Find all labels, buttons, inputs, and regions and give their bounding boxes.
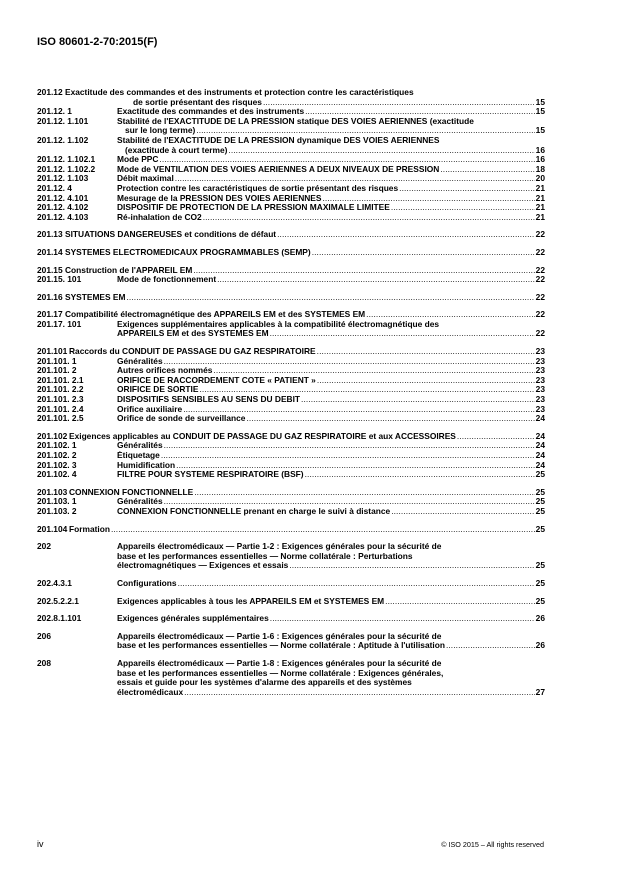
toc-entry-page: 24 <box>535 441 545 451</box>
toc-entry-page: 21 <box>535 193 545 203</box>
dot-leader <box>301 395 535 405</box>
dot-leader <box>196 126 534 136</box>
dot-leader <box>366 310 535 320</box>
toc-entry-title: Stabilité de l'EXACTITUDE DE LA PRESSION dynamique DES VOIES AERIENNES <box>117 135 440 145</box>
toc-entry-title: Exactitude des commandes et des instruments et protection contre les caractéristiques <box>65 88 414 97</box>
toc-spacer <box>37 624 545 632</box>
toc-entry[interactable] <box>37 194 545 204</box>
toc-entry-number: 202 <box>37 541 51 552</box>
toc-entry[interactable] <box>37 470 545 480</box>
toc-entry-number: 201.12. 4.101 <box>37 192 89 203</box>
toc-entry-number: 201.12. 1.101 <box>37 115 89 126</box>
toc-entry[interactable] <box>37 405 545 415</box>
toc-entry-title: Ré-inhalation de CO2 <box>117 212 202 222</box>
dot-leader <box>175 174 535 184</box>
toc-entry-title: Généralités <box>117 441 163 451</box>
toc-entry[interactable] <box>37 293 545 303</box>
toc-entry-number: 201.101. 2.3 <box>37 394 84 405</box>
toc-entry[interactable] <box>37 366 545 376</box>
toc-entry-page: 23 <box>535 356 545 366</box>
toc-entry[interactable] <box>37 432 545 442</box>
toc-entry[interactable] <box>37 441 545 451</box>
toc-entry-title: Exigences supplémentaires applicables à la compatibilité électromagnétique des <box>117 319 440 329</box>
toc-entry-title: DISPOSITIFS SENSIBLES AU SENS DU DEBIT <box>117 395 301 405</box>
toc-entry-number: 201.103. 2 <box>37 505 77 516</box>
toc-entry-number: 201.101. 1 <box>37 355 77 366</box>
toc-entry-title: Généralités <box>117 356 163 366</box>
toc-entry-page: 25 <box>535 487 545 497</box>
toc-entry-title: Appareils électromédicaux — Partie 1-2 : Exigences générales pour la sécurité de <box>117 542 442 552</box>
toc-entry[interactable] <box>37 357 545 367</box>
toc-entry-title: ORIFICE DE RACCORDEMENT COTE « PATIENT » <box>117 375 316 385</box>
toc-spacer <box>37 222 545 230</box>
dot-leader <box>289 561 534 571</box>
toc-entry[interactable] <box>37 203 545 213</box>
toc-entry-page: 16 <box>535 145 545 155</box>
toc-entry-title: Mode PPC <box>117 155 159 165</box>
dot-leader <box>270 329 535 339</box>
toc-entry-number: 201.101. 2.1 <box>37 374 84 385</box>
toc-entry-title: Autres orifices nommés <box>117 366 213 376</box>
toc-entry-number: 201.101. 2.2 <box>37 384 84 395</box>
page-number: iv <box>37 839 44 849</box>
toc-entry-number: 202.5.2.2.1 <box>37 595 79 606</box>
toc-entry-page: 21 <box>535 212 545 222</box>
dot-leader <box>263 98 535 108</box>
dot-leader <box>228 146 534 156</box>
toc-entry[interactable] <box>37 659 545 697</box>
toc-entry[interactable] <box>37 155 545 165</box>
toc-entry-page: 25 <box>535 497 545 507</box>
toc-entry-number: 201.16 <box>37 291 63 302</box>
dot-leader <box>446 641 535 651</box>
toc-entry[interactable] <box>37 497 545 507</box>
toc-spacer <box>37 258 545 266</box>
dot-leader <box>213 366 534 376</box>
toc-entry-title: ORIFICE DE SORTIE <box>117 385 199 395</box>
toc-entry-number: 206 <box>37 630 51 641</box>
dot-leader <box>457 432 535 442</box>
toc-entry-title: Exigences applicables à tous les APPAREILS EM et SYSTEMES EM <box>117 596 385 606</box>
dot-leader <box>203 213 535 223</box>
toc-entry-number: 201.101. 2.4 <box>37 403 84 414</box>
toc-entry-page: 22 <box>535 292 545 302</box>
toc-entry-title: Mesurage de la PRESSION DES VOIES AERIENNES <box>117 193 322 203</box>
toc-entry-page: 24 <box>535 451 545 460</box>
toc-entry-number: 201.17. 101 <box>37 318 82 329</box>
toc-entry-title: Appareils électromédicaux — Partie 1-8 : Exigences générales pour la sécurité de <box>117 658 442 668</box>
toc-entry[interactable] <box>37 542 545 571</box>
toc-entry-page: 16 <box>535 155 545 165</box>
toc-entry-title: FILTRE POUR SYSTEME RESPIRATOIRE (BSF) <box>117 470 304 480</box>
toc-entry-page: 23 <box>535 385 545 395</box>
toc-entry-title: Compatibilité électromagnétique des APPAREILS EM et des SYSTEMES EM <box>65 310 366 320</box>
toc-entry-title: Orifice auxiliaire <box>117 404 183 414</box>
toc-entry-number: 201.15. 101 <box>37 274 82 285</box>
toc-entry-number: 201.12. 4 <box>37 182 72 193</box>
dot-leader <box>159 155 534 165</box>
dot-leader <box>270 614 535 624</box>
toc-spacer <box>37 302 545 310</box>
toc-entry[interactable] <box>37 347 545 357</box>
toc-entry-title: électromagnétiques — Exigences et essais <box>117 561 289 571</box>
toc-entry-title: base et les performances essentielles — Norme collatérale : Aptitude à l'utilisation <box>117 641 445 651</box>
toc-entry[interactable] <box>37 248 545 258</box>
toc-entry[interactable] <box>37 320 545 339</box>
toc-entry-title: Exigences générales supplémentaires <box>117 614 269 624</box>
toc-entry-page: 22 <box>535 310 545 320</box>
dot-leader <box>391 203 535 213</box>
toc-entry[interactable] <box>37 414 545 424</box>
toc-entry[interactable] <box>37 614 545 624</box>
toc-entry-number: 201.15 <box>37 264 63 275</box>
toc-entry[interactable] <box>37 107 545 117</box>
toc-entry-title: Protection contre les caractéristiques de sortie présentant des risques <box>117 183 399 193</box>
toc-entry-page: 25 <box>535 470 545 480</box>
dot-leader <box>164 497 535 507</box>
toc-entry-title: Humidification <box>117 460 176 470</box>
toc-entry-number: 201.104 <box>37 523 68 534</box>
toc-entry-title: Configurations <box>117 578 177 588</box>
copyright-notice: © ISO 2015 – All rights reserved <box>441 840 544 849</box>
dot-leader <box>246 414 534 424</box>
toc-spacer <box>37 606 545 614</box>
toc-entry-page: 18 <box>535 164 545 174</box>
toc-entry-page: 26 <box>535 641 545 651</box>
toc-entry[interactable] <box>37 275 545 285</box>
toc-entry-page: 23 <box>535 375 545 385</box>
toc-entry-title: APPAREILS EM et des SYSTEMES EM <box>117 329 269 339</box>
toc-entry-page: 22 <box>535 265 545 275</box>
toc-entry-page: 21 <box>535 203 545 213</box>
dot-leader <box>199 385 534 395</box>
toc-spacer <box>37 285 545 293</box>
toc-entry-title: Orifice de sonde de surveillance <box>117 414 246 424</box>
toc-entry[interactable] <box>37 632 545 651</box>
dot-leader <box>164 357 535 367</box>
toc-entry[interactable] <box>37 579 545 589</box>
toc-entry-number: 201.101 <box>37 346 68 357</box>
dot-leader <box>178 579 535 589</box>
toc-entry-page: 25 <box>535 596 545 606</box>
toc-entry-number: 201.101. 2 <box>37 365 77 376</box>
toc-spacer <box>37 534 545 542</box>
toc-entry-title: de sortie présentant des risques <box>133 97 262 107</box>
toc-entry-title: Mode de VENTILATION DES VOIES AERIENNES A DEUX NIVEAUX DE PRESSION <box>117 164 440 174</box>
dot-leader <box>161 451 535 461</box>
dot-leader <box>111 525 535 535</box>
toc-entry-page: 20 <box>535 174 545 184</box>
toc-entry-number: 201.12. 1.102.2 <box>37 163 96 174</box>
toc-entry-number: 202.8.1.101 <box>37 613 82 624</box>
toc-entry-page: 25 <box>535 561 545 571</box>
toc-entry-title: SITUATIONS DANGEREUSES et conditions de défaut <box>65 230 277 240</box>
toc-entry-page: 15 <box>535 107 545 117</box>
dot-leader <box>183 405 534 415</box>
toc-entry[interactable] <box>37 385 545 395</box>
toc-entry-number: 201.12. 1 <box>37 106 72 117</box>
toc-entry-number: 201.102 <box>37 430 68 441</box>
toc-entry-number: 208 <box>37 657 51 668</box>
toc-entry-title: Formation <box>69 524 110 534</box>
toc-spacer <box>37 589 545 597</box>
toc-entry-page: 22 <box>535 230 545 240</box>
toc-entry[interactable] <box>37 376 545 386</box>
dot-leader <box>391 507 534 517</box>
toc-entry-title: CONNEXION FONCTIONNELLE <box>69 487 194 497</box>
toc-spacer <box>37 339 545 347</box>
toc-entry-title: Généralités <box>117 497 163 507</box>
toc-entry-page: 25 <box>535 506 545 516</box>
toc-entry[interactable] <box>37 184 545 194</box>
toc-entry[interactable] <box>37 525 545 535</box>
toc-entry[interactable] <box>37 488 545 498</box>
toc-entry[interactable] <box>37 117 545 136</box>
toc-entry-number: 201.12. 1.102 <box>37 134 89 145</box>
dot-leader <box>317 347 535 357</box>
toc-entry-page: 22 <box>535 275 545 285</box>
toc-entry-number: 201.17 <box>37 309 63 320</box>
dot-leader <box>305 107 535 117</box>
toc-entry[interactable] <box>37 597 545 607</box>
toc-entry-page: 23 <box>535 404 545 414</box>
dot-leader <box>322 194 534 204</box>
toc-entry-title: électromédicaux <box>117 687 184 697</box>
toc-entry[interactable] <box>37 88 545 107</box>
toc-entry-page: 21 <box>535 183 545 193</box>
toc-entry-number: 201.12. 4.103 <box>37 211 89 222</box>
dot-leader <box>277 230 535 240</box>
toc-entry[interactable] <box>37 136 545 155</box>
toc-entry-title: sur le long terme) <box>125 126 196 136</box>
toc-entry-page: 24 <box>535 414 545 424</box>
toc-entry[interactable] <box>37 213 545 223</box>
toc-entry-page: 15 <box>535 97 545 107</box>
toc-entry-title: Appareils électromédicaux — Partie 1-6 : Exigences générales pour la sécurité de <box>117 631 442 641</box>
toc-entry-number: 201.12. 1.102.1 <box>37 154 96 165</box>
dot-leader <box>399 184 535 194</box>
toc-entry-title: Étiquetage <box>117 451 160 460</box>
dot-leader <box>193 266 534 276</box>
toc-entry-title: Mode de fonctionnement <box>117 275 217 285</box>
toc-entry-number: 201.101. 2.5 <box>37 413 84 424</box>
toc-entry[interactable] <box>37 461 545 471</box>
toc-entry-number: 201.12. 4.102 <box>37 202 89 213</box>
dot-leader <box>312 248 535 258</box>
toc-entry-page: 23 <box>535 395 545 405</box>
dot-leader <box>184 688 535 698</box>
toc-entry[interactable] <box>37 266 545 276</box>
table-of-contents <box>37 88 545 697</box>
toc-entry-page: 23 <box>535 347 545 357</box>
toc-spacer <box>37 480 545 488</box>
toc-entry[interactable] <box>37 165 545 175</box>
toc-entry[interactable] <box>37 310 545 320</box>
toc-spacer <box>37 651 545 659</box>
toc-entry-page: 25 <box>535 578 545 588</box>
toc-entry-title: Stabilité de l'EXACTITUDE DE LA PRESSION statique DES VOIES AERIENNES (exactitude <box>117 116 474 126</box>
toc-entry-number: 201.12. 1.103 <box>37 173 89 184</box>
toc-entry-page: 23 <box>535 366 545 376</box>
toc-entry-title: SYSTEMES EM <box>65 292 126 302</box>
dot-leader <box>194 488 534 498</box>
toc-entry-number: 201.13 <box>37 229 63 240</box>
toc-entry-title: SYSTEMES ELECTROMEDICAUX PROGRAMMABLES (SEMP) <box>65 247 311 257</box>
toc-entry-title: Débit maximal <box>117 174 174 184</box>
toc-entry-page: 22 <box>535 247 545 257</box>
toc-entry-title: Construction de l'APPAREIL EM <box>65 265 193 275</box>
dot-leader <box>385 597 535 607</box>
toc-entry-number: 201.102. 3 <box>37 459 77 470</box>
toc-entry-title: base et les performances essentielles — Norme collatérale : Exigences générales, <box>117 668 444 678</box>
dot-leader <box>176 461 535 471</box>
toc-entry-title: essais et guide pour les systèmes d'alarme des appareils et des systèmes <box>117 678 412 688</box>
toc-spacer <box>37 240 545 248</box>
toc-entry-page: 22 <box>535 329 545 339</box>
toc-entry[interactable] <box>37 507 545 517</box>
toc-entry-number: 202.4.3.1 <box>37 577 72 588</box>
toc-spacer <box>37 571 545 579</box>
toc-entry-number: 201.103. 1 <box>37 496 77 507</box>
dot-leader <box>305 470 535 480</box>
toc-entry-page: 15 <box>535 126 545 136</box>
document-id: ISO 80601-2-70:2015(F) <box>37 36 158 48</box>
toc-entry[interactable] <box>37 451 545 461</box>
dot-leader <box>440 165 534 175</box>
toc-entry-title: Raccords du CONDUIT DE PASSAGE DU GAZ RESPIRATOIRE <box>69 347 316 357</box>
toc-entry-title: CONNEXION FONCTIONNELLE prenant en charge le suivi à distance <box>117 506 391 516</box>
toc-entry-number: 201.102. 4 <box>37 469 77 480</box>
toc-entry-title: (exactitude à court terme) <box>125 145 228 155</box>
dot-leader <box>127 293 535 303</box>
toc-entry-page: 27 <box>535 687 545 697</box>
toc-entry-number: 201.14 <box>37 246 63 257</box>
toc-entry[interactable] <box>37 174 545 184</box>
toc-entry-number: 201.12 <box>37 87 63 97</box>
dot-leader <box>317 376 535 386</box>
toc-entry-number: 201.102. 2 <box>37 450 77 460</box>
dot-leader <box>164 441 535 451</box>
toc-spacer <box>37 424 545 432</box>
toc-entry-number: 201.103 <box>37 486 68 497</box>
toc-entry-number: 201.102. 1 <box>37 440 77 451</box>
toc-entry-title: DISPOSITIF DE PROTECTION DE LA PRESSION MAXIMALE LIMITEE <box>117 203 390 213</box>
toc-entry-page: 24 <box>535 431 545 441</box>
toc-spacer <box>37 517 545 525</box>
toc-entry[interactable] <box>37 230 545 240</box>
toc-entry-title: Exactitude des commandes et des instruments <box>117 107 305 117</box>
toc-entry[interactable] <box>37 395 545 405</box>
dot-leader <box>217 275 535 285</box>
toc-entry-title: Exigences applicables au CONDUIT DE PASSAGE DU GAZ RESPIRATOIRE et aux ACCESSOIRES <box>69 431 456 441</box>
toc-entry-page: 24 <box>535 460 545 470</box>
toc-entry-page: 26 <box>535 614 545 624</box>
toc-entry-page: 25 <box>535 524 545 534</box>
toc-entry-title: base et les performances essentielles — Norme collatérale : Perturbations <box>117 551 413 561</box>
